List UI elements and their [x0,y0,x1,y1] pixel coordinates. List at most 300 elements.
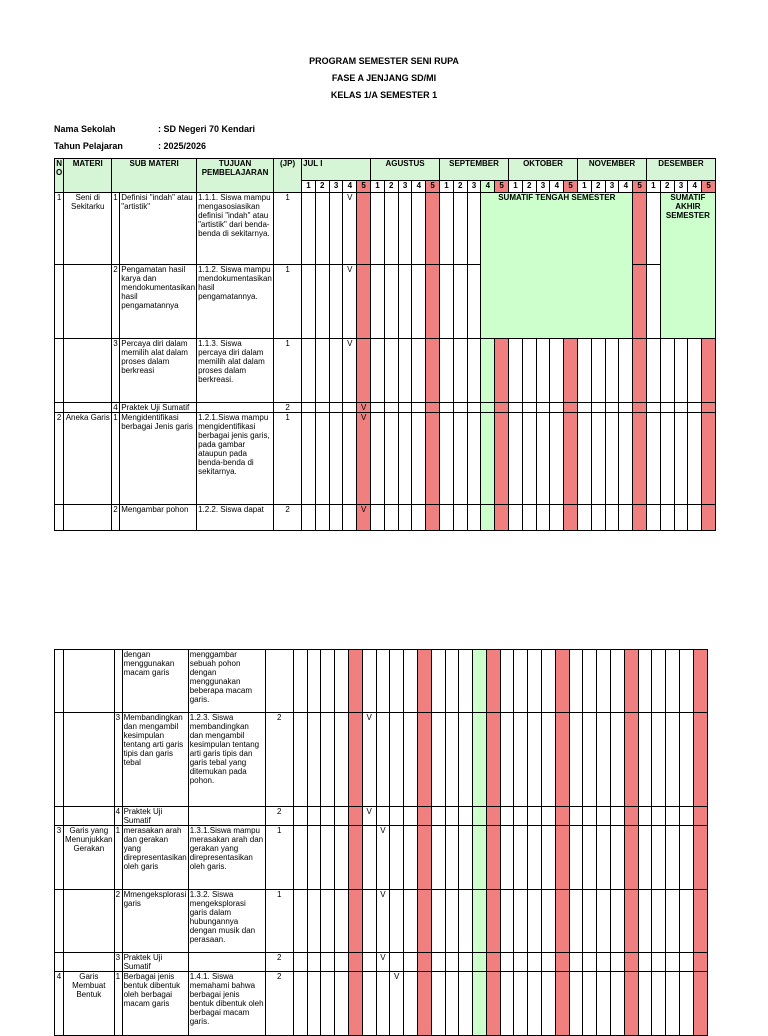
week-cell [445,890,459,953]
week-cell [583,953,597,972]
week-cell [652,650,666,713]
week-number: 2 [522,181,536,193]
week-cell [500,972,514,1036]
cell-tp: 1.2.3. Siswa membandingkan dan mengambil kesimpulan tentang arti garis tipis dan garis tebal yang ditemukan pada pohon. [188,713,265,807]
week-cell [307,713,321,807]
week-cell [666,826,680,890]
cell-tp: 1.4.1. Siswa memahami bahwa berbagai jenis bentuk dibentuk oleh berbagai macam garis. [188,972,265,1036]
week-cell [473,826,487,890]
week-cell [473,713,487,807]
cell-materi [64,890,115,953]
week-cell [550,403,564,413]
week-cell [638,826,652,890]
cell-no [55,650,64,713]
week-cell [693,807,707,826]
week-cell [321,953,335,972]
month-header: JUL I [302,159,371,181]
cell-tp: 1.3.2. Siswa mengeksplorasi garis dalam hubungannya dengan musik dan perasaan. [188,890,265,953]
week-cell [398,339,412,403]
week-cell [376,713,390,807]
week-cell [329,403,343,413]
week-cell [674,413,688,505]
week-number: 5 [357,181,371,193]
cell-jp: 1 [274,265,302,339]
week-cell [459,972,473,1036]
week-cell [638,650,652,713]
week-cell [542,807,556,826]
week-cell [321,650,335,713]
week-cell [362,972,376,1036]
week-cell [426,403,440,413]
cell-materi [64,650,115,713]
week-cell [362,890,376,953]
week-cell [633,265,647,339]
week-cell [624,713,638,807]
week-cell [315,403,329,413]
cell-jp: 1 [274,193,302,265]
week-cell [467,413,481,505]
cell-materi [64,713,115,807]
week-cell [702,413,716,505]
col-sub-header: SUB MATERI [112,159,197,193]
week-cell [293,953,307,972]
week-cell [398,265,412,339]
week-cell [335,890,349,953]
week-cell [495,339,509,403]
week-cell [528,713,542,807]
week-cell [680,953,694,972]
week-cell [680,807,694,826]
week-cell [652,972,666,1036]
cell-tp: menggambar sebuah pohon dengan menggunakan beberapa macam garis. [188,650,265,713]
week-cell [619,403,633,413]
week-cell [702,339,716,403]
week-cell [417,972,431,1036]
week-cell [453,339,467,403]
week-cell [473,650,487,713]
week-cell [431,890,445,953]
week-cell: V [357,403,371,413]
week-cell [542,650,556,713]
week-cell [509,339,523,403]
week-number: 5 [426,181,440,193]
week-cell [404,953,418,972]
week-cell [412,403,426,413]
week-cell [293,890,307,953]
week-cell: V [343,339,357,403]
table-row [55,890,708,953]
week-cell [384,413,398,505]
week-cell [500,807,514,826]
week-number: 3 [536,181,550,193]
week-cell [335,826,349,890]
week-cell [611,826,625,890]
week-cell: V [376,953,390,972]
week-cell [376,972,390,1036]
week-cell [555,650,569,713]
week-cell [335,972,349,1036]
week-cell [453,265,467,339]
week-number: 5 [564,181,578,193]
cell-no [55,713,64,807]
month-header: SEPTEMBER [440,159,509,181]
cell-materi [64,505,112,531]
week-cell [431,826,445,890]
week-cell [693,953,707,972]
week-cell [302,413,316,505]
month-header: OKTOBER [509,159,578,181]
week-cell: V [376,826,390,890]
week-cell [555,807,569,826]
week-cell [569,972,583,1036]
table-row [55,953,708,972]
week-cell [536,403,550,413]
week-cell [688,413,702,505]
week-number: 4 [688,181,702,193]
week-cell [555,953,569,972]
week-cell [459,713,473,807]
week-cell [384,339,398,403]
week-cell [583,713,597,807]
week-cell [702,505,716,531]
week-number: 1 [371,181,385,193]
week-cell [321,972,335,1036]
week-number: 2 [660,181,674,193]
week-cell [522,403,536,413]
week-cell [611,890,625,953]
week-cell [307,953,321,972]
cell-no [55,953,64,972]
week-cell [459,953,473,972]
week-cell [666,713,680,807]
week-cell [404,650,418,713]
week-cell [329,413,343,505]
week-cell [453,505,467,531]
week-cell [660,505,674,531]
week-cell [431,807,445,826]
week-cell [693,972,707,1036]
week-cell [371,403,385,413]
week-cell [652,807,666,826]
week-cell [633,339,647,403]
week-cell [536,413,550,505]
week-cell [473,953,487,972]
week-cell [343,403,357,413]
week-cell [440,193,454,265]
week-cell [569,890,583,953]
week-cell [578,339,592,403]
week-cell [486,807,500,826]
cell-sn: 4 [112,403,120,413]
week-cell [638,953,652,972]
week-cell [666,650,680,713]
week-cell [321,890,335,953]
cell-no: 4 [55,972,64,1036]
week-cell [486,972,500,1036]
cell-tp: 1.2.2. Siswa dapat [197,505,274,531]
week-cell [329,339,343,403]
week-cell [315,265,329,339]
week-cell [390,953,404,972]
week-cell [440,413,454,505]
col-tujuan-header: TUJUAN PEMBELAJARAN [197,159,274,193]
week-cell [514,953,528,972]
week-cell [495,403,509,413]
week-cell [652,826,666,890]
week-cell [445,826,459,890]
week-cell [528,890,542,953]
cell-jp: 1 [274,413,302,505]
cell-sub: Praktek Uji Sumatif [122,953,188,972]
cell-jp: 1 [274,339,302,403]
week-cell [542,826,556,890]
cell-no [55,403,64,413]
cell-tp: 1.1.2. Siswa mampu mendokumentasikan hasil pengamatannya. [197,265,274,339]
week-cell [390,826,404,890]
week-cell [302,403,316,413]
week-cell [693,713,707,807]
week-cell [500,890,514,953]
week-cell [583,650,597,713]
week-cell [688,339,702,403]
week-cell [542,713,556,807]
week-cell [384,505,398,531]
week-cell [321,826,335,890]
week-cell [652,713,666,807]
cell-sub: Praktek Uji Sumatif [120,403,197,413]
week-cell [412,505,426,531]
table-row [55,650,708,713]
week-cell [569,650,583,713]
week-cell [315,193,329,265]
week-cell [321,713,335,807]
week-cell [440,505,454,531]
week-cell [412,339,426,403]
doc-title-line1: PROGRAM SEMESTER SENI RUPA [309,56,459,66]
week-cell [633,505,647,531]
week-cell [467,505,481,531]
week-cell [302,505,316,531]
week-cell [646,193,660,265]
week-cell [426,413,440,505]
week-cell [652,890,666,953]
week-cell [293,650,307,713]
week-cell [390,713,404,807]
week-cell [583,807,597,826]
week-cell [555,890,569,953]
cell-sn [114,650,122,713]
week-cell [398,505,412,531]
week-cell [348,713,362,807]
cell-sub: merasakan arah dan gerakan yang direpresentasikan oleh garis [122,826,188,890]
week-cell [509,403,523,413]
month-header: DESEMBER [646,159,715,181]
cell-materi [64,265,112,339]
week-cell: V [362,713,376,807]
week-cell [486,953,500,972]
week-cell [335,713,349,807]
week-cell [348,972,362,1036]
week-cell [500,650,514,713]
week-cell [329,265,343,339]
cell-no [55,890,64,953]
week-cell [611,713,625,807]
week-cell [514,650,528,713]
table-row [55,339,716,403]
week-cell [371,193,385,265]
week-cell [536,339,550,403]
week-number: 5 [702,181,716,193]
week-cell [550,339,564,403]
cell-materi [64,953,115,972]
week-cell [633,403,647,413]
week-cell [624,650,638,713]
week-cell [371,265,385,339]
cell-tp [188,807,265,826]
week-cell [481,413,495,505]
week-cell [522,413,536,505]
cell-sn: 1 [114,826,122,890]
week-cell [619,505,633,531]
week-cell [555,972,569,1036]
cell-jp: 2 [274,403,302,413]
week-cell [426,193,440,265]
week-cell [348,650,362,713]
week-cell [412,193,426,265]
week-cell [624,953,638,972]
doc-title-line3: KELAS 1/A SEMESTER 1 [330,90,438,100]
week-cell [445,972,459,1036]
week-cell [426,339,440,403]
cell-sn: 1 [112,193,120,265]
week-cell [459,807,473,826]
cell-no [55,339,64,403]
table-row [55,972,708,1036]
week-number: 3 [398,181,412,193]
week-cell [652,953,666,972]
cell-sn: 3 [114,953,122,972]
school-value: : SD Negeri 70 Kendari [158,124,256,134]
week-cell [348,890,362,953]
cell-no: 2 [55,413,64,505]
week-cell [514,807,528,826]
cell-sn: 2 [112,265,120,339]
cell-jp [265,650,293,713]
week-cell [302,265,316,339]
cell-materi: Garis yang Menunjukkan Gerakan [64,826,115,890]
week-cell [362,826,376,890]
week-cell [307,807,321,826]
week-cell [564,339,578,403]
week-cell [688,403,702,413]
week-cell [638,972,652,1036]
week-cell [693,650,707,713]
week-cell [680,826,694,890]
week-number: 4 [412,181,426,193]
week-cell [605,413,619,505]
week-number: 1 [646,181,660,193]
year-value: : 2025/2026 [158,141,207,151]
week-cell [624,972,638,1036]
week-cell [357,193,371,265]
week-cell [680,890,694,953]
table-row [55,807,708,826]
doc-title-line2: FASE A JENJANG SD/MI [331,73,437,83]
cell-tp [188,953,265,972]
week-cell [611,807,625,826]
cell-sn: 2 [112,505,120,531]
week-cell [371,413,385,505]
week-cell [495,505,509,531]
week-number: 3 [674,181,688,193]
cell-no: 3 [55,826,64,890]
week-number: 4 [619,181,633,193]
week-cell [404,826,418,890]
week-cell [666,807,680,826]
week-cell [293,826,307,890]
week-number: 1 [509,181,523,193]
week-cell: V [357,505,371,531]
week-cell [445,953,459,972]
week-cell [371,339,385,403]
week-cell [693,826,707,890]
week-cell [481,403,495,413]
week-number: 1 [578,181,592,193]
week-cell [473,972,487,1036]
week-cell [453,413,467,505]
week-cell [417,713,431,807]
week-number: 4 [343,181,357,193]
week-cell [569,807,583,826]
week-cell [646,505,660,531]
week-cell [302,193,316,265]
week-cell [509,505,523,531]
table-row [55,505,716,531]
week-cell [674,505,688,531]
week-cell [611,953,625,972]
week-cell [680,972,694,1036]
table-row [55,193,716,265]
week-cell [486,650,500,713]
col-no-header: N O [55,159,64,193]
week-cell [674,339,688,403]
week-cell [522,339,536,403]
week-cell [693,890,707,953]
week-cell [578,403,592,413]
cell-jp: 2 [274,505,302,531]
cell-sub: Pengamatan hasil karya dan mendokumentasikan hasil pengamatannya [120,265,197,339]
week-cell [343,413,357,505]
week-cell [666,890,680,953]
week-cell [329,505,343,531]
cell-sub: dengan menggunakan macam garis [122,650,188,713]
table-row [55,713,708,807]
week-cell [412,265,426,339]
cell-no [55,265,64,339]
week-cell [398,193,412,265]
week-cell [550,505,564,531]
week-cell [646,265,660,339]
week-number: 2 [453,181,467,193]
week-cell [440,339,454,403]
week-cell [583,972,597,1036]
week-cell [412,413,426,505]
week-cell [348,807,362,826]
week-number: 5 [495,181,509,193]
week-cell [583,826,597,890]
week-cell [486,826,500,890]
cell-sub: Percaya diri dalam memilih alat dalam proses dalam berkreasi [120,339,197,403]
